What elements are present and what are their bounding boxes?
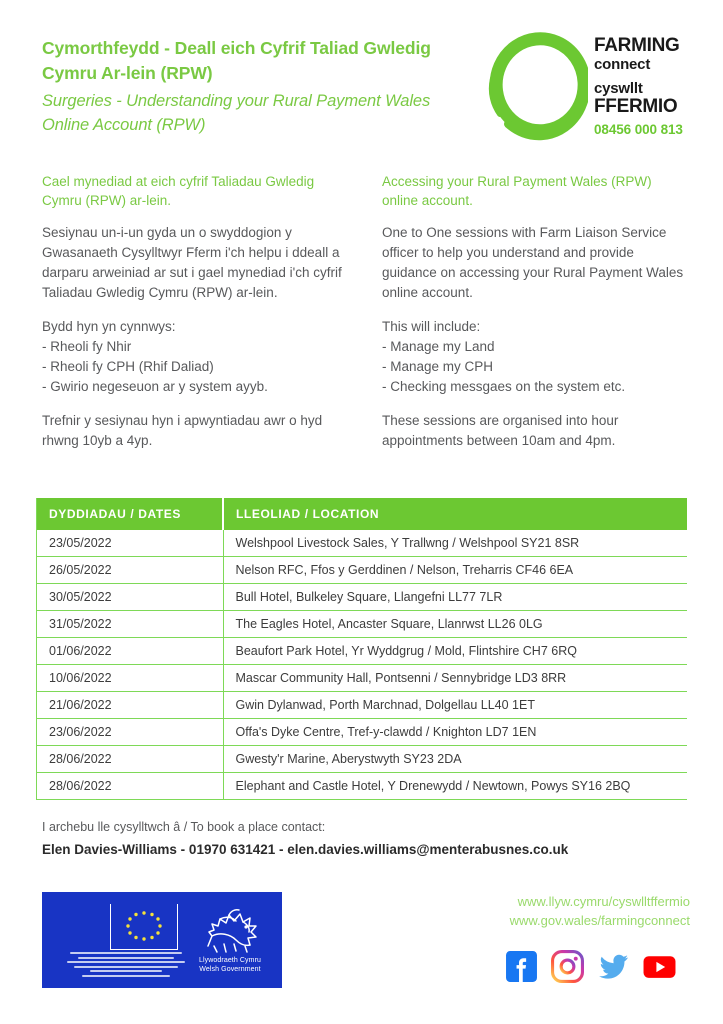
table-row (37, 746, 687, 773)
english-intro-paragraph: One to One sessions with Farm Liaison Service officer to help you understand and provide guidance on accessing your Rural Payment Wales online account. (382, 225, 684, 300)
table-header-row (37, 498, 687, 530)
cell-location: Nelson RFC, Ffos y Gerddinen / Nelson, Treharris CF46 6EA (223, 557, 687, 584)
table-row (37, 665, 687, 692)
website-urls (455, 892, 690, 930)
table-row (37, 692, 687, 719)
list-item: - Checking messgaes on the system etc. (382, 379, 626, 394)
social-media-links (505, 950, 690, 983)
english-bullet-list (382, 337, 687, 397)
welsh-bullet-list (42, 337, 347, 397)
column-header-location: LLEOLIAD / LOCATION (223, 498, 687, 530)
cell-date: 28/06/2022 (37, 746, 223, 773)
welsh-government-label-en: Welsh Government (199, 966, 261, 973)
welsh-dragon-icon (200, 902, 262, 956)
cell-location: Offa's Dyke Centre, Tref-y-clawdd / Knighton LD7 1EN (223, 719, 687, 746)
contact-block (42, 818, 687, 860)
title-block (42, 36, 462, 137)
column-english (382, 172, 687, 451)
cell-date: 01/06/2022 (37, 638, 223, 665)
cell-date: 10/06/2022 (37, 665, 223, 692)
twitter-icon[interactable] (597, 950, 630, 983)
table-row (37, 584, 687, 611)
farming-connect-logo (484, 28, 692, 146)
table-row (37, 773, 687, 800)
table-body (37, 530, 687, 800)
eu-stars-icon (110, 904, 178, 950)
logo-word-farming: FARMING (594, 35, 680, 56)
contact-instruction: I archebu lle cysylltwch â / To book a place contact: (42, 820, 326, 834)
url-welsh[interactable]: www.llyw.cymru/cyswlltffermio (517, 894, 690, 909)
cell-location: Bull Hotel, Bulkeley Square, Llangefni LL77 7LR (223, 584, 687, 611)
column-welsh (42, 172, 347, 451)
page-title-english: Surgeries - Understanding your Rural Payment Wales Online Account (RPW) (42, 92, 431, 134)
cell-location: Gwesty'r Marine, Aberystwyth SY23 2DA (223, 746, 687, 773)
swirl-ring-icon (484, 30, 588, 142)
welsh-outro-paragraph: Trefnir y sesiynau hyn i apwyntiadau awr o hyd rhwng 10yb a 4yp. (42, 413, 323, 448)
contact-details: Elen Davies-Williams - 01970 631421 - elen.davies.williams@menterabusnes.co.uk (42, 842, 569, 857)
list-item: - Manage my CPH (382, 359, 494, 374)
poster-header (0, 0, 723, 155)
welsh-government-wordmark (182, 956, 278, 974)
cell-location: Welshpool Livestock Sales, Y Trallwng / Welshpool SY21 8SR (223, 530, 687, 557)
content-columns (42, 172, 687, 451)
cell-date: 21/06/2022 (37, 692, 223, 719)
cell-date: 26/05/2022 (37, 557, 223, 584)
table-row (37, 638, 687, 665)
eu-welsh-government-panel (42, 892, 282, 988)
cell-date: 31/05/2022 (37, 611, 223, 638)
welsh-government-label-cy: Llywodraeth Cymru (199, 957, 261, 964)
cell-date: 28/06/2022 (37, 773, 223, 800)
welsh-intro-paragraph: Sesiynau un-i-un gyda un o swyddogion y Gwasanaeth Cysylltwyr Fferm i'ch helpu i ddeall a darparu arweiniad ar sut i gael mynediad i'ch cyfrif Taliadau Gwledig Cymru (RPW) ar-lein. (42, 225, 342, 300)
cell-location: Gwin Dylanwad, Porth Marchnad, Dolgellau LL40 1ET (223, 692, 687, 719)
cell-date: 23/06/2022 (37, 719, 223, 746)
list-item: - Gwirio negeseuon ar y system ayyb. (42, 379, 268, 394)
cell-location: Mascar Community Hall, Pontsenni / Sennybridge LD3 8RR (223, 665, 687, 692)
list-item: - Manage my Land (382, 339, 495, 354)
table-row (37, 557, 687, 584)
cell-location: Beaufort Park Hotel, Yr Wyddgrug / Mold, Flintshire CH7 6RQ (223, 638, 687, 665)
cell-location: Elephant and Castle Hotel, Y Drenewydd / Newtown, Powys SY16 2BQ (223, 773, 687, 800)
facebook-icon[interactable] (505, 950, 538, 983)
logo-wordmark (594, 36, 694, 138)
column-header-dates: DYDDIADAU / DATES (37, 498, 223, 530)
cell-date: 30/05/2022 (37, 584, 223, 611)
instagram-icon[interactable] (551, 950, 584, 983)
eu-funding-caption (64, 952, 188, 979)
english-outro-paragraph: These sessions are organised into hour appointments between 10am and 4pm. (382, 413, 619, 448)
welsh-list-intro: Bydd hyn yn cynnwys: (42, 319, 176, 334)
welsh-section-heading: Cael mynediad at eich cyfrif Taliadau Gwledig Cymru (RPW) ar-lein. (42, 174, 315, 208)
english-section-heading: Accessing your Rural Payment Wales (RPW) online account. (382, 174, 652, 208)
table-row (37, 719, 687, 746)
table-row (37, 530, 687, 557)
logo-phone-number: 08456 000 813 (594, 122, 683, 137)
cell-location: The Eagles Hotel, Ancaster Square, Llanrwst LL26 0LG (223, 611, 687, 638)
cell-date: 23/05/2022 (37, 530, 223, 557)
dates-locations-table (36, 498, 686, 800)
logo-word-ffermio: FFERMIO (594, 96, 678, 117)
youtube-icon[interactable] (643, 950, 676, 983)
table-row (37, 611, 687, 638)
logo-word-connect: connect (594, 56, 651, 73)
list-item: - Rheoli fy CPH (Rhif Daliad) (42, 359, 214, 374)
logo-word-cyswllt: cyswllt (594, 80, 643, 97)
list-item: - Rheoli fy Nhir (42, 339, 132, 354)
url-english[interactable]: www.gov.wales/farmingconnect (509, 913, 690, 928)
page-title-welsh: Cymorthfeydd - Deall eich Cyfrif Taliad Gwledig Cymru Ar-lein (RPW) (42, 38, 431, 83)
english-list-intro: This will include: (382, 319, 481, 334)
